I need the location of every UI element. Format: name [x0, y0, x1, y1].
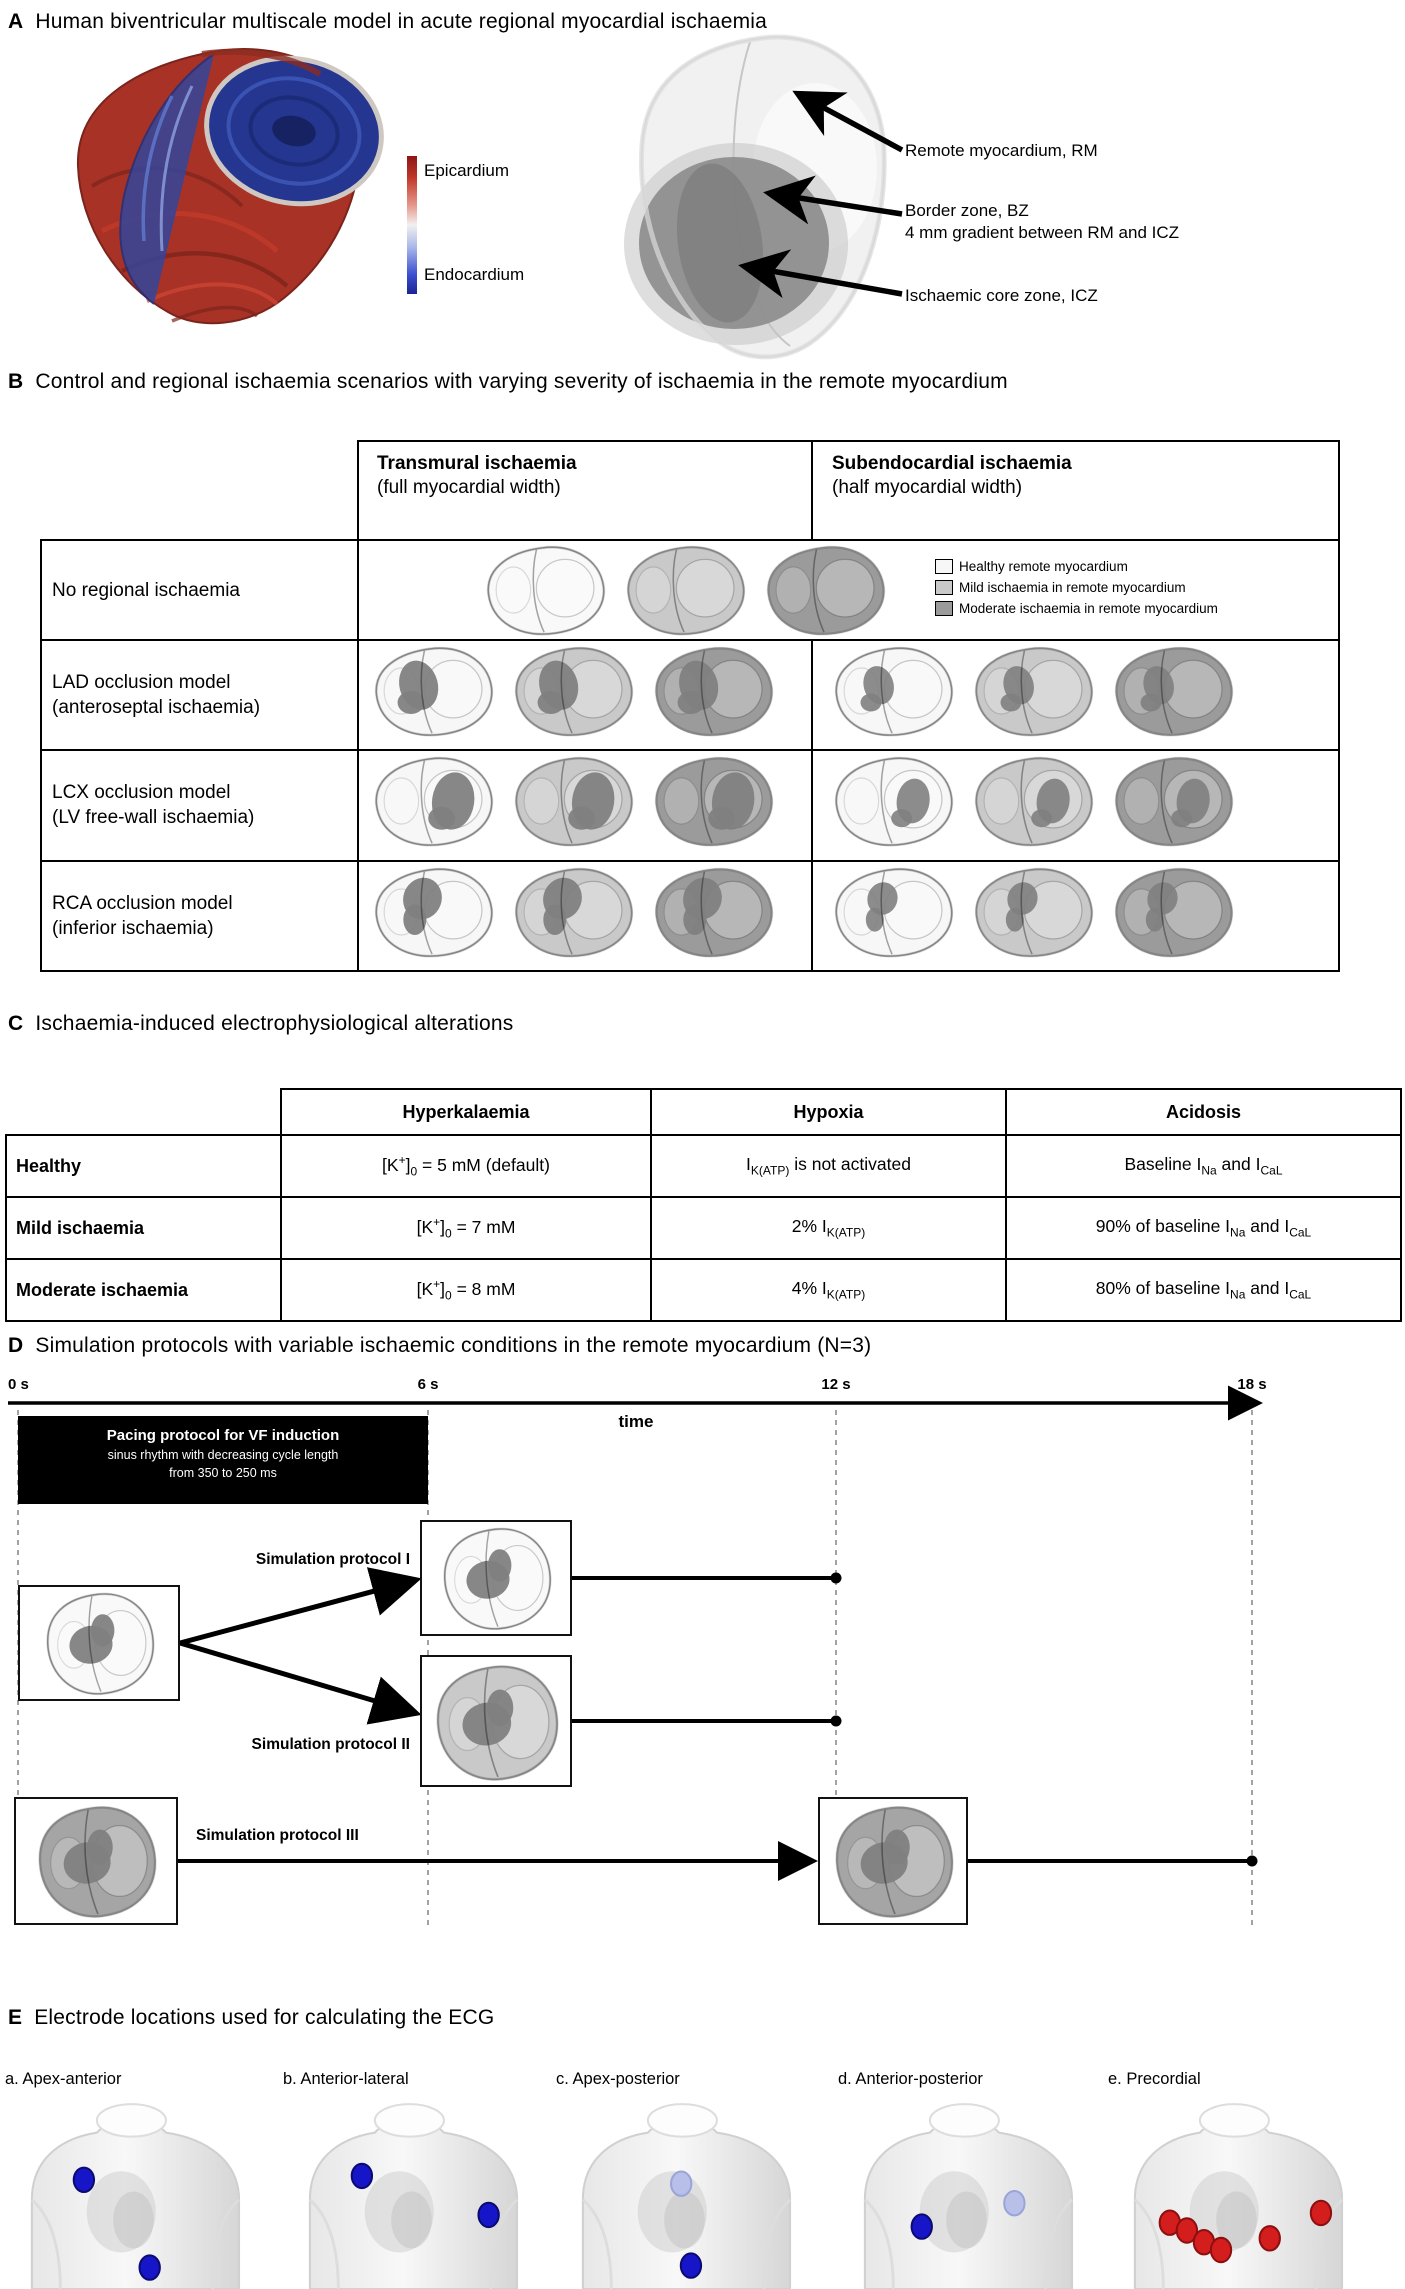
panel-a-title: A Human biventricular multiscale model in acute regional myocardial ischaemia — [8, 10, 768, 33]
torso-precordial — [1118, 2094, 1363, 2289]
heart-model — [824, 1802, 964, 1920]
heart-model — [966, 645, 1101, 737]
panel-a-letter: A — [8, 10, 24, 33]
torso-label-c: c. Apex-posterior — [556, 2070, 680, 2088]
heart-model — [366, 755, 501, 847]
source-heart-box — [18, 1585, 180, 1701]
protocol-2-label: Simulation protocol II — [251, 1736, 410, 1753]
table-row: Mild ischaemia $[K^+]_0 = 7$ mM 2% $I_{K(ATP)}$ 90% of baseline $I_{Na}$ and $I_{CaL}$ — [6, 1197, 1401, 1259]
tick-6s: 6 s — [417, 1376, 439, 1393]
col-header-transmural: Transmural ischaemia (full myocardial width) — [377, 453, 577, 498]
table-row: Moderate ischaemia $[K^+]_0 = 8$ mM 4% $I_{K(ATP)}$ 80% of baseline $I_{Na}$ and $I_{CaL}$ — [6, 1259, 1401, 1321]
panel-b-letter: B — [8, 370, 24, 393]
tick-12s: 12 s — [821, 1376, 851, 1393]
protocol-1-heart-box — [420, 1520, 572, 1636]
heart-model — [646, 645, 781, 737]
heart-model — [646, 866, 781, 958]
legend-item-mild: Mild ischaemia in remote myocardium — [935, 577, 1218, 598]
heart-model — [618, 544, 753, 636]
scenario-table — [40, 440, 1340, 972]
heart-model — [646, 755, 781, 847]
row-label-lcx: LCX occlusion model (LV free-wall ischaemia) — [52, 782, 255, 828]
torso-label-b: b. Anterior-lateral — [283, 2070, 409, 2088]
heart-model — [478, 544, 613, 636]
colorbar-bottom-label: Endocardium — [424, 265, 525, 284]
fiber-heart-model — [52, 36, 412, 336]
heart-model — [506, 645, 641, 737]
row-label-lad: LAD occlusion model (anteroseptal ischaemia) — [52, 672, 261, 718]
epi-endo-colorbar — [407, 156, 417, 294]
torso-apex-anterior — [15, 2094, 260, 2289]
legend-item-healthy: Healthy remote myocardium — [935, 556, 1218, 577]
tick-0s: 0 s — [8, 1376, 29, 1393]
ep-alterations-table — [5, 1088, 1402, 1322]
torso-label-e: e. Precordial — [1108, 2070, 1201, 2088]
corner-cell — [6, 1089, 281, 1135]
col-header-subendocardial: Subendocardial ischaemia (half myocardial width) — [832, 453, 1072, 498]
row-label-none: No regional ischaemia — [52, 580, 240, 601]
heart-model — [24, 1589, 176, 1697]
protocol-2-heart-box — [420, 1655, 572, 1787]
tick-18s: 18 s — [1237, 1376, 1267, 1393]
heart-model — [1106, 645, 1241, 737]
panel-a-arrows — [610, 28, 1400, 363]
panel-d-title: D Simulation protocols with variable ischaemic conditions in the remote myocardium (N=3) — [8, 1334, 872, 1357]
label-remote-myocardium: Remote myocardium, RM — [905, 141, 1098, 160]
heart-model — [366, 866, 501, 958]
heart-model — [426, 1661, 568, 1783]
heart-model — [21, 1802, 173, 1920]
protocol-3-label: Simulation protocol III — [196, 1827, 359, 1844]
heart-model — [758, 544, 893, 636]
colorbar-top-label: Epicardium — [424, 161, 510, 180]
heart-model — [1106, 755, 1241, 847]
table-header-row — [6, 1089, 1401, 1135]
severity-legend — [935, 556, 1218, 619]
table-row: Healthy $[K^+]_0 = 5$ mM (default) $I_{K(ATP)}$ is not activated Baseline $I_{Na}$ and $I_{CaL}$ — [6, 1135, 1401, 1197]
heart-model — [826, 755, 961, 847]
row-label-rca: RCA occlusion model (inferior ischaemia) — [52, 893, 233, 939]
torso-anterior-lateral — [293, 2094, 538, 2289]
col-hyperkalaemia: Hyperkalaemia — [281, 1089, 651, 1135]
legend-swatch-moderate — [935, 601, 953, 616]
panel-c-letter: C — [8, 1012, 24, 1035]
heart-model — [506, 866, 641, 958]
col-hypoxia: Hypoxia — [651, 1089, 1006, 1135]
legend-swatch-healthy — [935, 559, 953, 574]
pacing-protocol-box: Pacing protocol for VF induction sinus rhythm with decreasing cycle length from 350 to 250 ms — [18, 1416, 428, 1504]
heart-model — [826, 866, 961, 958]
heart-model — [966, 866, 1101, 958]
torso-anterior-posterior — [848, 2094, 1093, 2289]
heart-model — [506, 755, 641, 847]
panel-c-title: C Ischaemia-induced electrophysiological alterations — [8, 1012, 514, 1035]
heart-model — [366, 645, 501, 737]
legend-swatch-mild — [935, 580, 953, 595]
panel-e-title: E Electrode locations used for calculating the ECG — [8, 2006, 495, 2029]
label-border-zone: Border zone, BZ 4 mm gradient between RM and ICZ — [905, 201, 1180, 242]
protocol-3-heart-box-start — [14, 1797, 178, 1925]
heart-model — [966, 755, 1101, 847]
protocol-1-label: Simulation protocol I — [255, 1551, 410, 1568]
torso-apex-posterior — [566, 2094, 811, 2289]
time-axis-label: time — [618, 1412, 654, 1431]
heart-model — [826, 645, 961, 737]
heart-model — [426, 1524, 568, 1632]
label-ischaemic-core: Ischaemic core zone, ICZ — [905, 286, 1098, 305]
torso-label-d: d. Anterior-posterior — [838, 2070, 983, 2088]
torso-label-a: a. Apex-anterior — [5, 2070, 122, 2088]
panel-d-letter: D — [8, 1334, 24, 1357]
col-acidosis: Acidosis — [1006, 1089, 1401, 1135]
protocol-3-heart-box-mid — [818, 1797, 968, 1925]
panel-b-title: B Control and regional ischaemia scenarios with varying severity of ischaemia in the remote myocardium — [8, 370, 1008, 393]
legend-item-moderate: Moderate ischaemia in remote myocardium — [935, 598, 1218, 619]
panel-e-letter: E — [8, 2006, 23, 2029]
heart-model — [1106, 866, 1241, 958]
